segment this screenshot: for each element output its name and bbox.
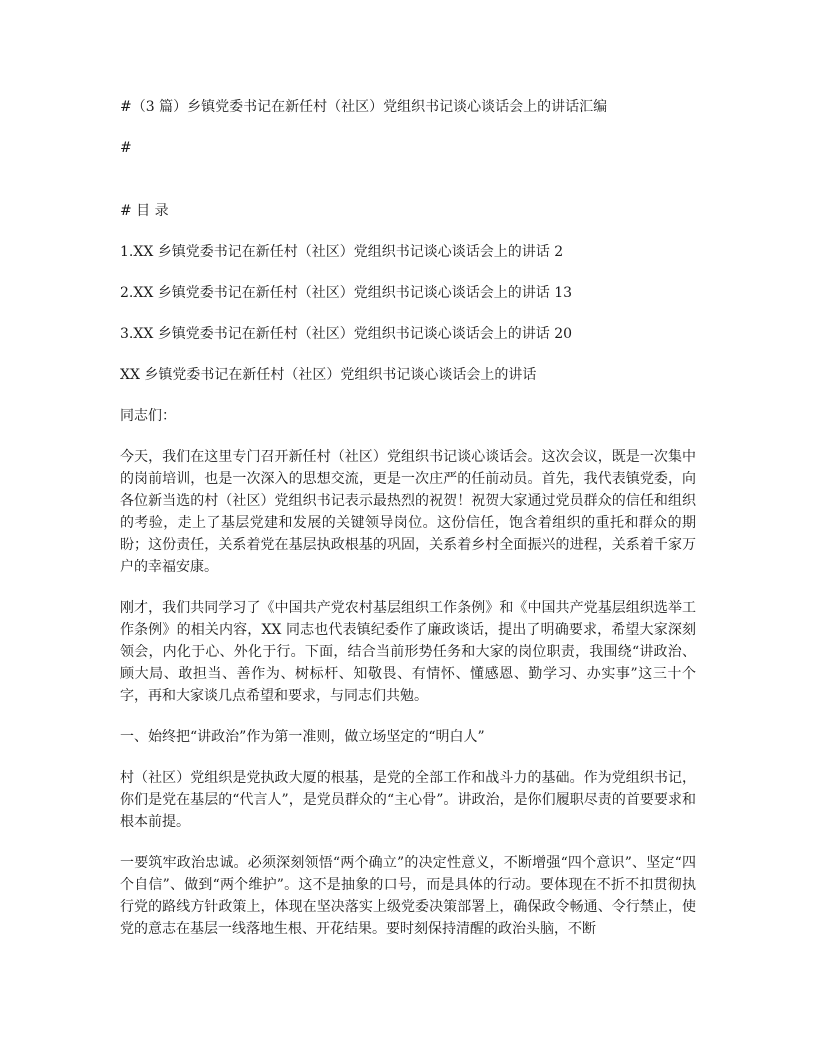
body-paragraph: 一要筑牢政治忠诚。必须深刻领悟“两个确立”的决定性意义，不断增强“四个意识”、坚定“四个自信”、做到“两个维护”。这不是抽象的口号，而是具体的行动。要体现在不折不扣贯彻执行党的路线方针政策上，体现在坚决落实上级党委决策部署上，确保政令畅通、令行禁止，使党的意志在基层一线落地生根、开花结果。要时刻保持清醒的政治头脑，不断: [120, 855, 696, 937]
salutation: 同志们：: [120, 408, 176, 424]
speech-title: XX 乡镇党委书记在新任村（社区）党组织书记谈心谈话会上的讲话: [120, 367, 537, 383]
document-page: [120, 96, 696, 940]
section-heading: 一、始终把“讲政治”作为第一准则，做立场坚定的“明白人”: [120, 729, 485, 745]
hash-line: #: [120, 140, 132, 156]
toc-item: 2.XX 乡镇党委书记在新任村（社区）党组织书记谈心谈话会上的讲话 13: [120, 285, 573, 301]
body-paragraph: 村（社区）党组织是党执政大厦的根基，是党的全部工作和战斗力的基础。作为党组织书记，你们是党在基层的“代言人”，是党员群众的“主心骨”。讲政治，是你们履职尽责的首要要求和根本前提。: [120, 770, 696, 830]
body-paragraph: 今天，我们在这里专门召开新任村（社区）党组织书记谈心谈话会。这次会议，既是一次集中的岗前培训，也是一次深入的思想交流，更是一次庄严的任前动员。首先，我代表镇党委，向各位新当选的村（社区）党组织书记表示最热烈的祝贺！祝贺大家通过党员群众的信任和组织的考验，走上了基层党建和发展的关键领导岗位。这份信任，饱含着组织的重托和群众的期盼；这份责任，关系着党在基层执政根基的巩固，关系着乡村全面振兴的进程，关系着千家万户的幸福安康。: [120, 449, 696, 575]
body-paragraph: 刚才，我们共同学习了《中国共产党农村基层组织工作条例》和《中国共产党基层组织选举工作条例》的相关内容，XX 同志也代表镇纪委作了廉政谈话，提出了明确要求，希望大家深刻领会，内化于心、外化于行。下面，结合当前形势任务和大家的岗位职责，我围绕“讲政治、顾大局、敢担当、善作为、树标杆、知敬畏、有情怀、懂感恩、勤学习、办实事”这三十个字，再和大家谈几点希望和要求，与同志们共勉。: [120, 600, 696, 704]
toc-heading: # 目 录: [120, 203, 169, 219]
toc-item: 3.XX 乡镇党委书记在新任村（社区）党组织书记谈心谈话会上的讲话 20: [120, 326, 573, 342]
toc-item: 1.XX 乡镇党委书记在新任村（社区）党组织书记谈心谈话会上的讲话 2: [120, 244, 564, 260]
document-title: #（3 篇）乡镇党委书记在新任村（社区）党组织书记谈心谈话会上的讲话汇编: [120, 99, 608, 115]
